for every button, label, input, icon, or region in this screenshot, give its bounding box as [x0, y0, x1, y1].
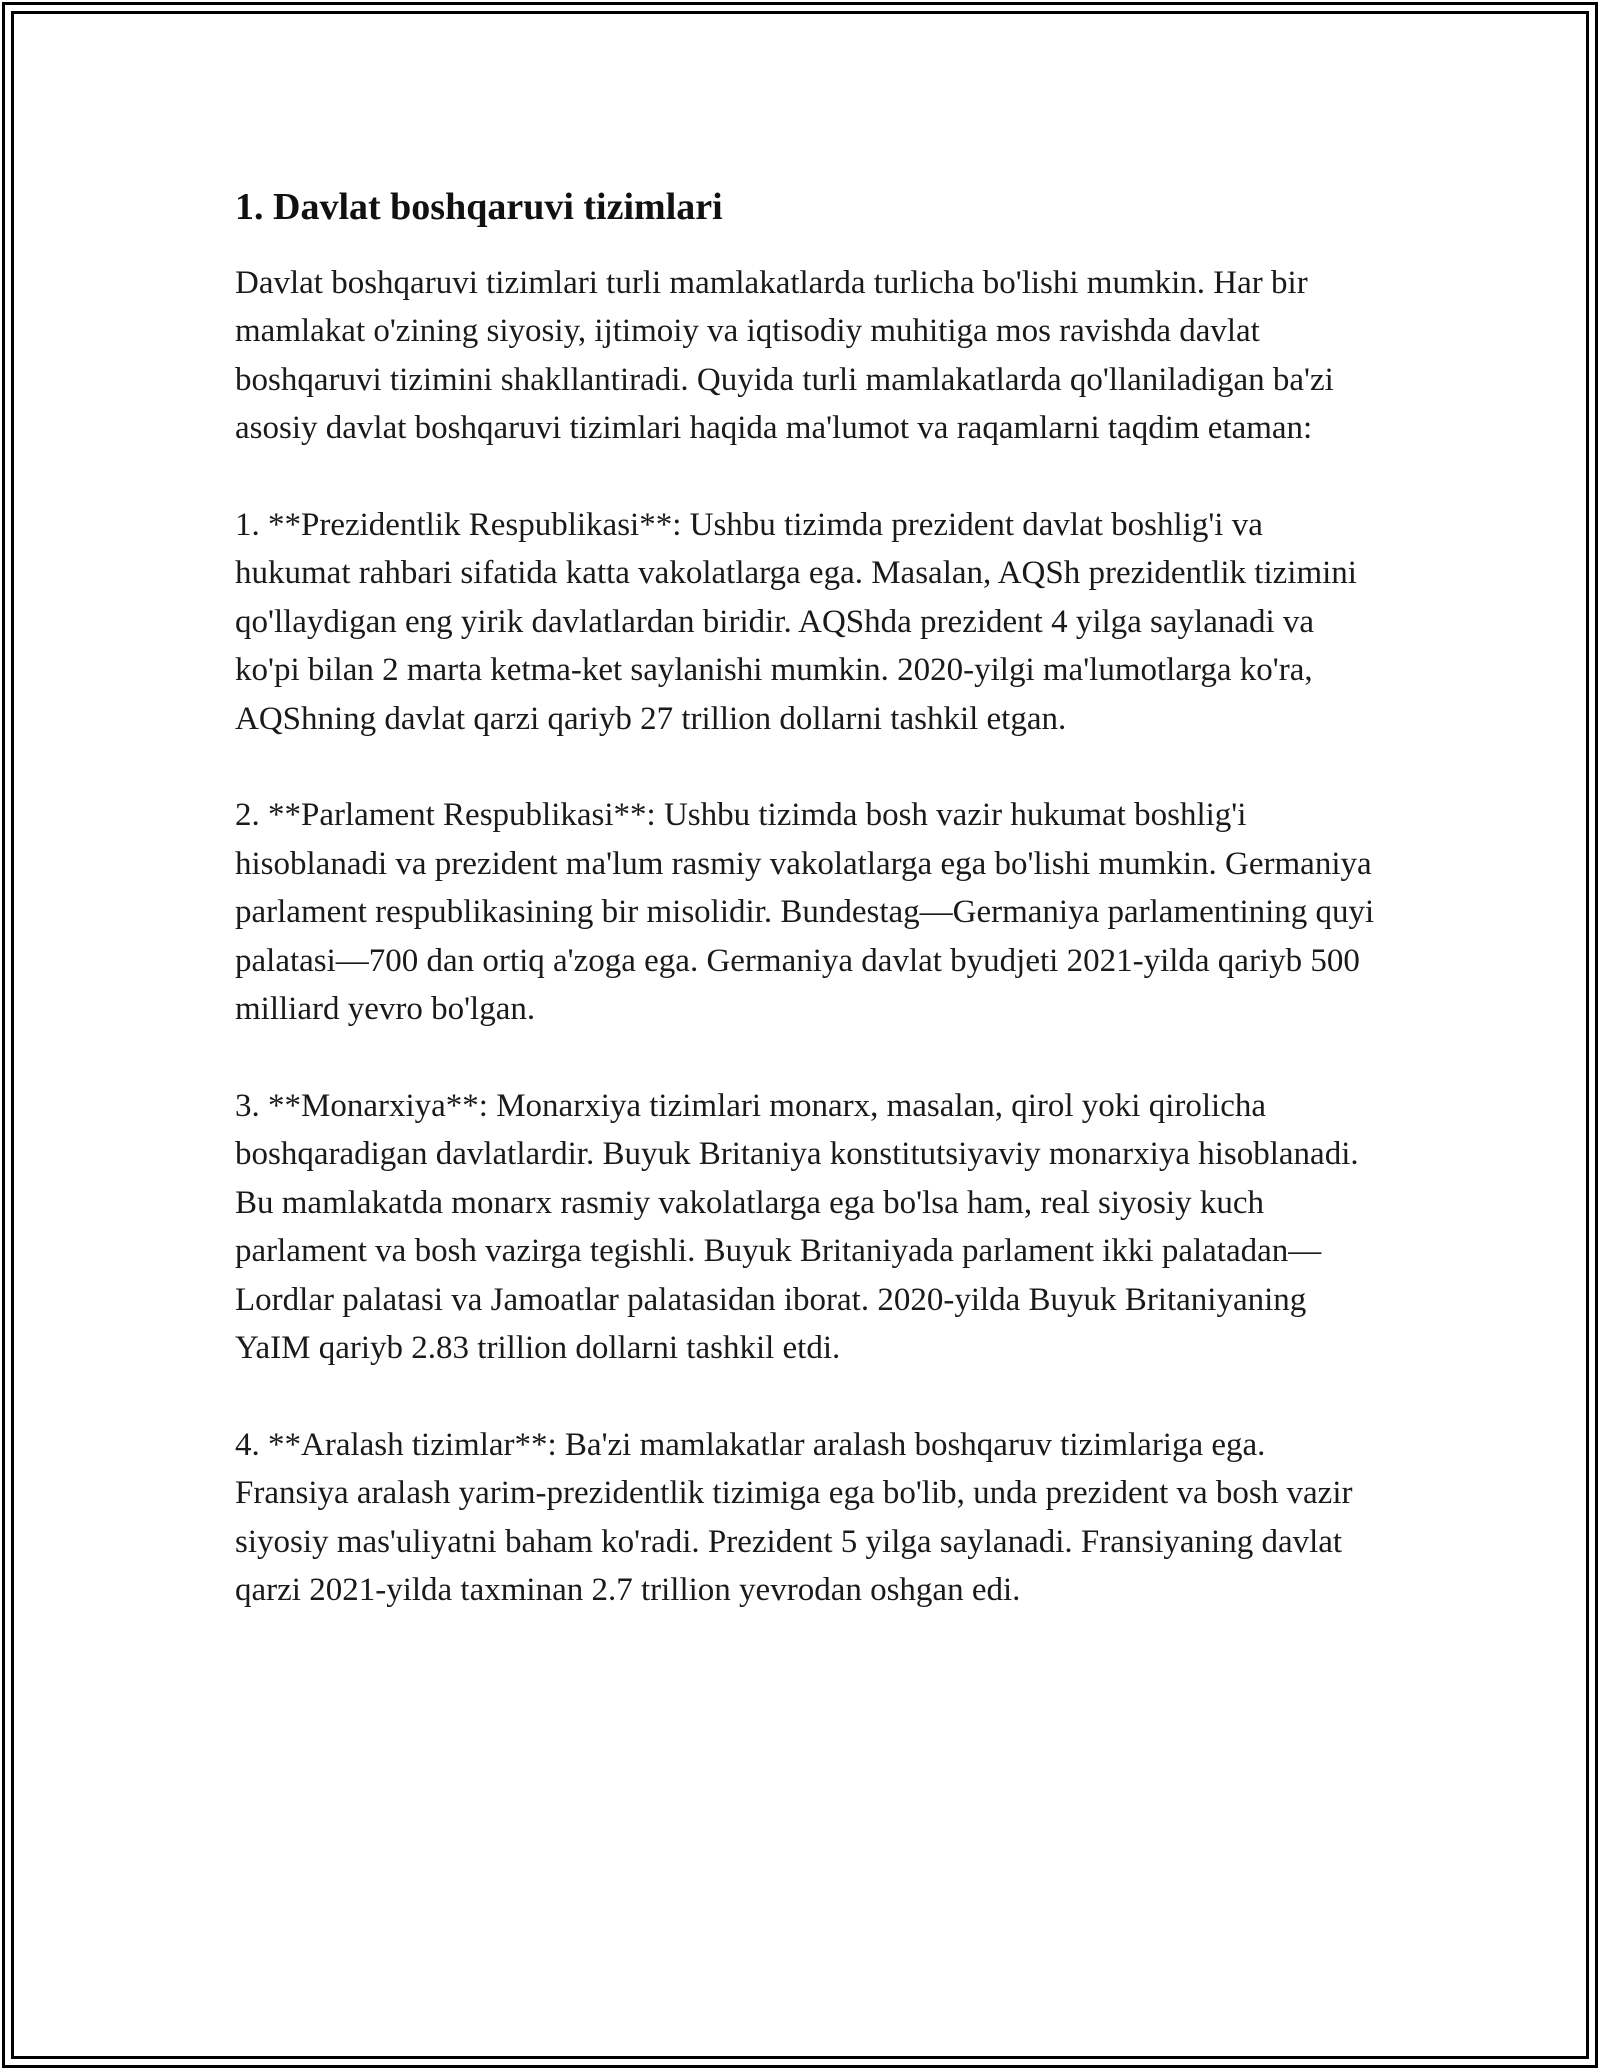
paragraph-parliamentary-republic: 2. **Parlament Respublikasi**: Ushbu tizimda bosh vazir hukumat boshlig'i hisoblanadi va prezident ma'lum rasmiy vakolatlarga ega bo'lishi mumkin. Germaniya parlament respublikasining bir misolidir. Bundestag—Germaniya parlamentining quyi palatasi—700 dan ortiq a'zoga ega. Germaniya davlat byudjeti 2021-yilda qariyb 500 milliard yevro bo'lgan.	[235, 797, 1375, 1028]
paragraph-monarchy: 3. **Monarxiya**: Monarxiya tizimlari monarx, masalan, qirol yoki qirolicha boshqaradigan davlatlardir. Buyuk Britaniya konstitutsiyaviy monarxiya hisoblanadi. Bu mamlakatda monarx rasmiy vakolatlarga ega bo'lsa ham, real siyosiy kuch parlament va bosh vazirga tegishli. Buyuk Britaniyada parlament ikki palatadan—Lordlar palatasi va Jamoatlar palatasidan iborat. 2020-yilda Buyuk Britaniyaning YaIM qariyb 2.83 trillion dollarni tashkil etdi.	[235, 1087, 1359, 1367]
paragraph-mixed-systems: 4. **Aralash tizimlar**: Ba'zi mamlakatlar aralash boshqaruv tizimlariga ega. Fransiya aralash yarim-prezidentlik tizimiga ega bo'lib, unda prezident va bosh vazir siyosiy mas'uliyatni baham ko'radi. Prezident 5 yilga saylanadi. Fransiyaning davlat qarzi 2021-yilda taxminan 2.7 trillion yevrodan oshgan edi.	[235, 1426, 1353, 1609]
intro-paragraph: Davlat boshqaruvi tizimlari turli mamlakatlarda turlicha bo'lishi mumkin. Har bir mamlakat o'zining siyosiy, ijtimoiy va iqtisodiy muhitiga mos ravishda davlat boshqaruvi tizimini shakllantiradi. Quyida turli mamlakatlarda qo'llaniladigan ba'zi asosiy davlat boshqaruvi tizimlari haqida ma'lumot va raqamlarni taqdim etaman:	[235, 264, 1334, 447]
paragraph-presidential-republic: 1. **Prezidentlik Respublikasi**: Ushbu tizimda prezident davlat boshlig'i va hukumat rahbari sifatida katta vakolatlarga ega. Masalan, AQSh prezidentlik tizimini qo'llaydigan eng yirik davlatlardan biridir. AQShda prezident 4 yilga saylanadi va ko'pi bilan 2 marta ketma-ket saylanishi mumkin. 2020-yilgi ma'lumotlarga ko'ra, AQShning davlat qarzi qariyb 27 trillion dollarni tashkil etgan.	[235, 506, 1357, 737]
document-body	[235, 185, 1375, 1663]
section-heading: 1. Davlat boshqaruvi tizimlari	[235, 186, 723, 228]
